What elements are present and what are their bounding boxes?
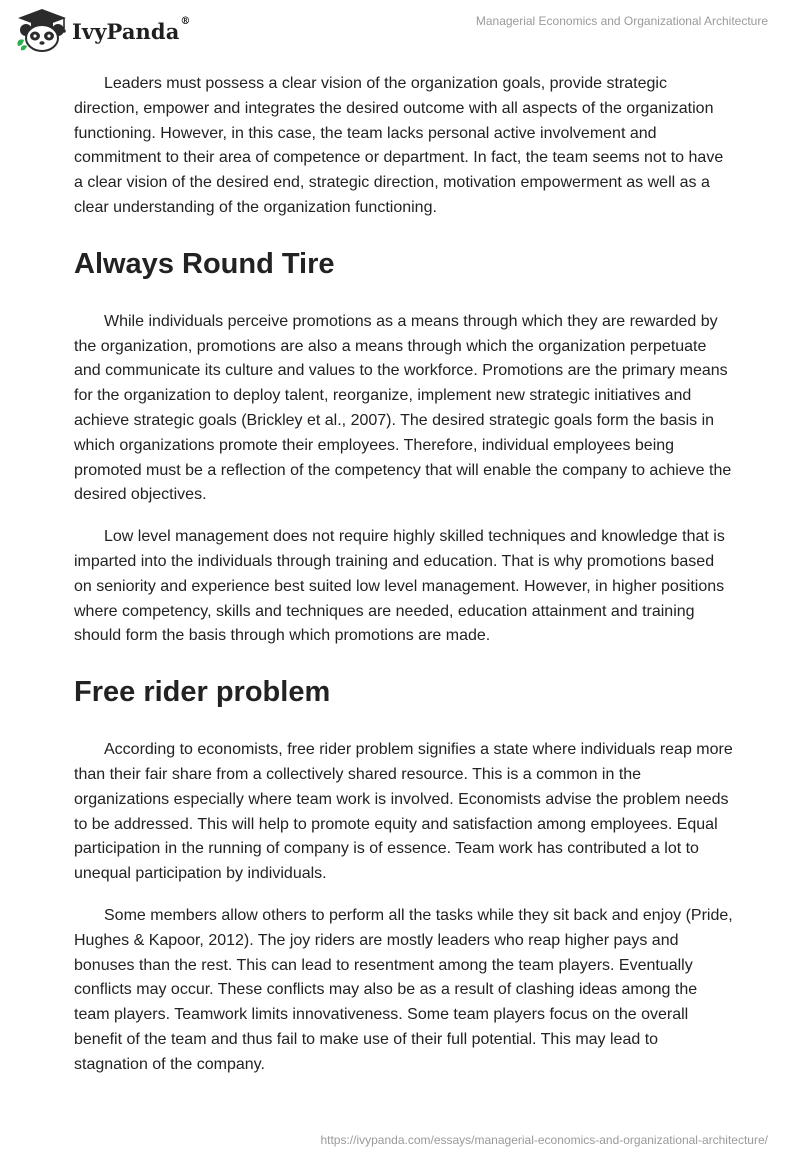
paragraph: Some members allow others to perform all the tasks while they sit back and enjoy (Pride, Hughes & Kapoor, 2012). The joy riders are mostly leaders who reap higher pays and bonuses than the rest. This can lead to resentment among the team players. Eventually conflicts may occur. These conflicts may also be as a result of clashing ideas among the team players. Teamwork limits innovativeness. Some team players focus on the overall benefit of the team and thus fail to make use of their full potential. This may lead to stagnation of the company. — [74, 906, 733, 1073]
brand-name: IvyPanda® — [72, 15, 191, 44]
paragraph: According to economists, free rider problem signifies a state where individuals reap more than their fair share from a collectively shared resource. This is a common in the organizations especially where team work is involved. Economists advise the problem needs to be addressed. This will help to promote equity and satisfaction among employees. Equal participation in the running of company is of essence. Team work has contributed a lot to unequal participation by individuals. — [74, 741, 733, 883]
paragraph: Low level management does not require highly skilled techniques and knowledge that is imparted into the individuals through training and education. That is why promotions based on seniority and experience best suited low level management. However, in higher positions where competency, skills and techniques are needed, education attainment and training should form the basis through which promotions are made. — [74, 528, 725, 645]
paragraph: While individuals perceive promotions as a means through which they are rewarded by the organization, promotions are also a means through which the organization perpetuate and communicate its culture and values to the workforce. Promotions are the primary means for the organization to deploy talent, reorganize, implement new strategic initiatives and achieve strategic goals (Brickley et al., 2007). The desired strategic goals form the basis in which organizations promote their employees. Therefore, individual employees being promoted must be a reflection of the competency that will enable the company to achieve the desired objectives. — [74, 312, 732, 504]
document-title: Managerial Economics and Organizational Architecture — [475, 14, 768, 28]
section-heading-free-rider-problem: Free rider problem — [74, 676, 331, 709]
paragraph: Leaders must possess a clear vision of the organization goals, provide strategic direction, empower and integrates the desired outcome with all aspects of the organization functioning. However, in this case, the team lacks personal active involvement and commitment to their area of competence or department. In fact, the team seems not to have a clear vision of the desired end, strategic direction, motivation empowerment as well as a clear understanding of the organization functioning. — [74, 75, 724, 216]
source-url-link[interactable]: https://ivypanda.com/essays/managerial-economics-and-organizational-architecture/ — [320, 1133, 768, 1147]
essay-body — [74, 72, 734, 1095]
page-header — [0, 0, 800, 60]
section-heading-always-round-tire: Always Round Tire — [74, 247, 335, 280]
panda-graduate-icon — [14, 8, 70, 52]
ivypanda-logo[interactable] — [14, 8, 191, 52]
registered-mark: ® — [180, 15, 191, 27]
